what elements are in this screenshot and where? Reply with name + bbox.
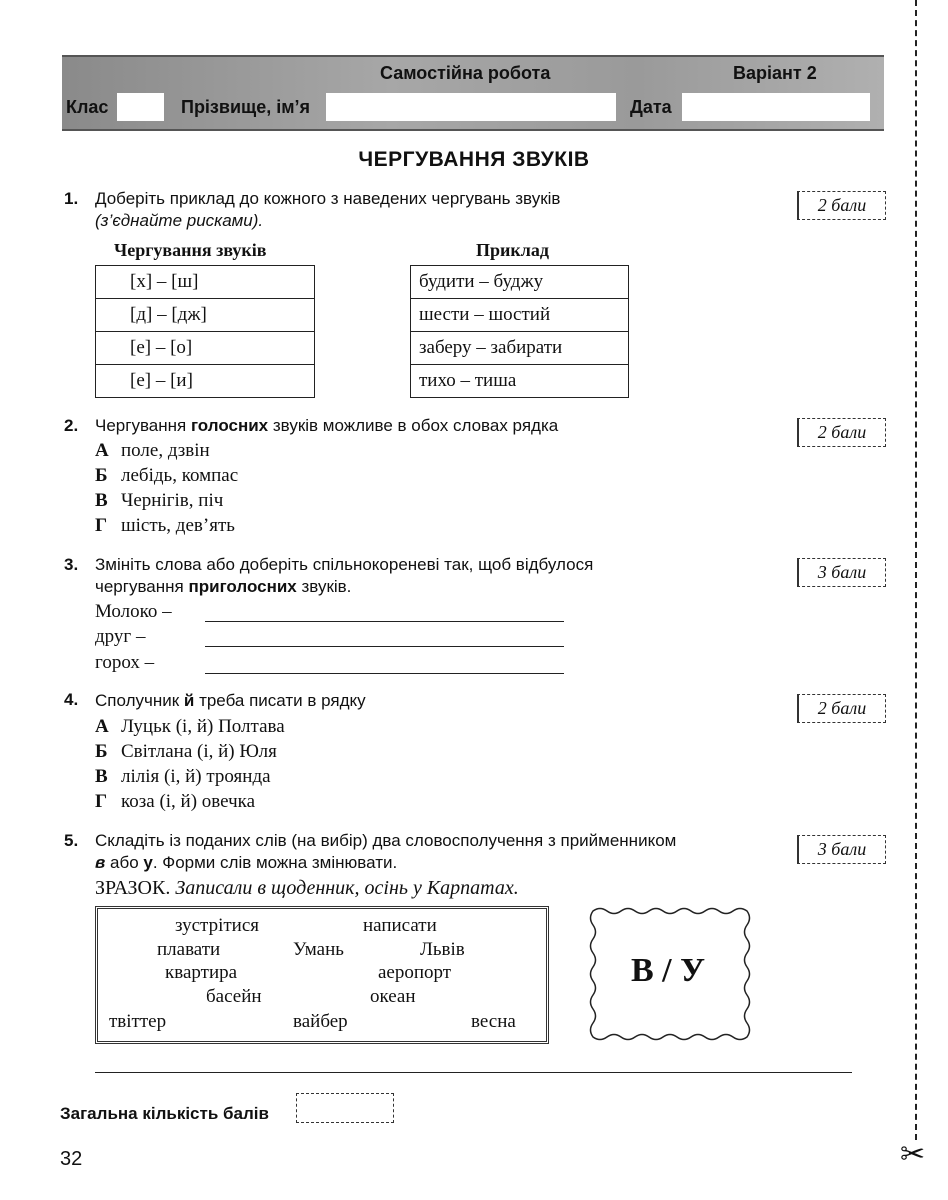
word-item: зустрітися xyxy=(175,915,259,936)
word-item: квартира xyxy=(165,962,238,983)
q3-answer-line[interactable] xyxy=(205,646,564,647)
q3-line2-bold: приголосних xyxy=(188,577,297,596)
q4-text-part: треба писати в рядку xyxy=(194,691,366,710)
q3-answer-line[interactable] xyxy=(205,621,564,622)
q5-prep-u: у xyxy=(143,853,153,872)
name-field[interactable] xyxy=(326,93,616,121)
q5-number: 5. xyxy=(64,831,79,850)
q1-text xyxy=(95,188,745,232)
option-letter: Г xyxy=(95,791,108,812)
q2-text xyxy=(95,415,558,437)
q2-score-box: 2 бали xyxy=(797,418,886,447)
word-item: аеропорт xyxy=(378,962,452,983)
q2-text-part: Чергування xyxy=(95,416,191,435)
q3-word: Молоко – xyxy=(95,601,172,622)
option-text: поле, дзвін xyxy=(121,440,210,461)
preposition-label: В / У xyxy=(630,952,706,989)
q3-score-box: 3 бали xyxy=(797,558,886,587)
q4-text xyxy=(95,690,366,712)
option-letter: Б xyxy=(95,741,108,762)
date-field[interactable] xyxy=(682,93,870,121)
q1-examples-table xyxy=(410,265,629,398)
scissors-icon: ✂ xyxy=(900,1138,926,1171)
q1-right-header: Приклад xyxy=(476,240,549,260)
option-text: коза (і, й) овечка xyxy=(121,791,256,812)
q2-text-part: звуків можливе в обох словах рядка xyxy=(268,416,559,435)
q1-sound-row: [е] – [и] xyxy=(96,365,315,398)
q2-option-c[interactable] xyxy=(95,490,223,512)
word-item: басейн xyxy=(206,986,262,1007)
q1-note: (з’єднайте рисками). xyxy=(95,211,264,230)
option-letter: А xyxy=(95,716,109,737)
class-field[interactable] xyxy=(117,93,164,121)
q5-answer-line[interactable] xyxy=(95,1072,852,1073)
total-score-box[interactable] xyxy=(296,1093,394,1123)
q3-word: горох – xyxy=(95,652,155,673)
word-item: океан xyxy=(370,986,416,1007)
class-label: Клас xyxy=(66,97,109,117)
q1-sound-row: [е] – [о] xyxy=(96,332,315,365)
page-number: 32 xyxy=(60,1148,83,1170)
q2-text-bold: голосних xyxy=(190,416,269,435)
option-letter: В xyxy=(95,490,108,511)
word-item: весна xyxy=(471,1011,516,1032)
q1-score-box: 2 бали xyxy=(797,191,886,220)
word-item: плавати xyxy=(157,939,221,960)
sample-text: Записали в щоденник, осінь у Карпатах. xyxy=(175,877,519,899)
q1-sound-row: [д] – [дж] xyxy=(96,299,315,332)
word-item: Умань xyxy=(293,939,344,960)
q1-example-row: шести – шостий xyxy=(411,299,629,332)
option-text: шість, дев’ять xyxy=(121,515,235,536)
q2-number: 2. xyxy=(64,416,79,435)
q4-option-d[interactable] xyxy=(95,791,255,813)
q2-option-b[interactable] xyxy=(95,465,238,487)
q5-line2: або xyxy=(105,853,144,872)
name-label: Прізвище, ім’я xyxy=(181,97,311,117)
word-item: вайбер xyxy=(293,1011,348,1032)
q3-line2: чергування xyxy=(95,577,189,596)
q4-text-part: Сполучник xyxy=(95,691,184,710)
q1-example-row: заберу – забирати xyxy=(411,332,629,365)
q1-sounds-table xyxy=(95,265,315,398)
q2-option-d[interactable] xyxy=(95,515,235,537)
q4-score-box: 2 бали xyxy=(797,694,886,723)
option-text: Світлана (і, й) Юля xyxy=(121,741,277,762)
q5-line2: . Форми слів можна змінювати. xyxy=(152,853,398,872)
q3-answer-line[interactable] xyxy=(205,673,564,674)
total-score-label: Загальна кількість балів xyxy=(60,1104,269,1123)
option-text: Луцьк (і, й) Полтава xyxy=(121,716,285,737)
variant-label: Варіант 2 xyxy=(733,63,817,83)
option-letter: А xyxy=(95,440,109,461)
work-title: Самостійна робота xyxy=(380,63,551,83)
q5-sample xyxy=(95,877,519,900)
word-item: твіттер xyxy=(109,1011,167,1032)
q4-text-bold: й xyxy=(183,691,195,710)
q3-word: друг – xyxy=(95,626,146,647)
q1-instruction: Доберіть приклад до кожного з наведених чергувань звуків xyxy=(95,189,561,208)
sample-label: ЗРАЗОК. xyxy=(95,877,171,899)
q4-option-a[interactable] xyxy=(95,716,285,738)
q1-sound-row: [х] – [ш] xyxy=(96,266,315,299)
q4-option-b[interactable] xyxy=(95,741,277,763)
q3-line1: Змініть слова або доберіть спільнокореневі так, щоб відбулося xyxy=(95,555,594,574)
word-item: Львів xyxy=(420,939,465,960)
date-label: Дата xyxy=(630,97,672,117)
option-text: лілія (і, й) троянда xyxy=(121,766,271,787)
q5-prep-v: в xyxy=(95,853,106,872)
q2-option-a[interactable] xyxy=(95,440,210,462)
q3-text xyxy=(95,554,775,598)
q3-number: 3. xyxy=(64,555,79,574)
option-text: лебідь, компас xyxy=(121,465,239,486)
option-text: Чернігів, піч xyxy=(121,490,224,511)
option-letter: В xyxy=(95,766,108,787)
option-letter: Б xyxy=(95,465,108,486)
q5-text xyxy=(95,830,785,874)
q5-line1: Складіть із поданих слів (на вибір) два словосполучення з прийменником xyxy=(95,831,677,850)
q3-line2: звуків. xyxy=(296,577,352,596)
topic-title: ЧЕРГУВАННЯ ЗВУКІВ xyxy=(358,148,590,171)
q5-score-box: 3 бали xyxy=(797,835,886,864)
q1-example-row: тихо – тиша xyxy=(411,365,629,398)
word-item: написати xyxy=(363,915,437,936)
q4-number: 4. xyxy=(64,690,79,709)
q1-number: 1. xyxy=(64,189,79,208)
option-letter: Г xyxy=(95,515,108,536)
q1-example-row: будити – буджу xyxy=(411,266,629,299)
q1-left-header: Чергування звуків xyxy=(114,240,267,260)
q4-option-c[interactable] xyxy=(95,766,271,788)
